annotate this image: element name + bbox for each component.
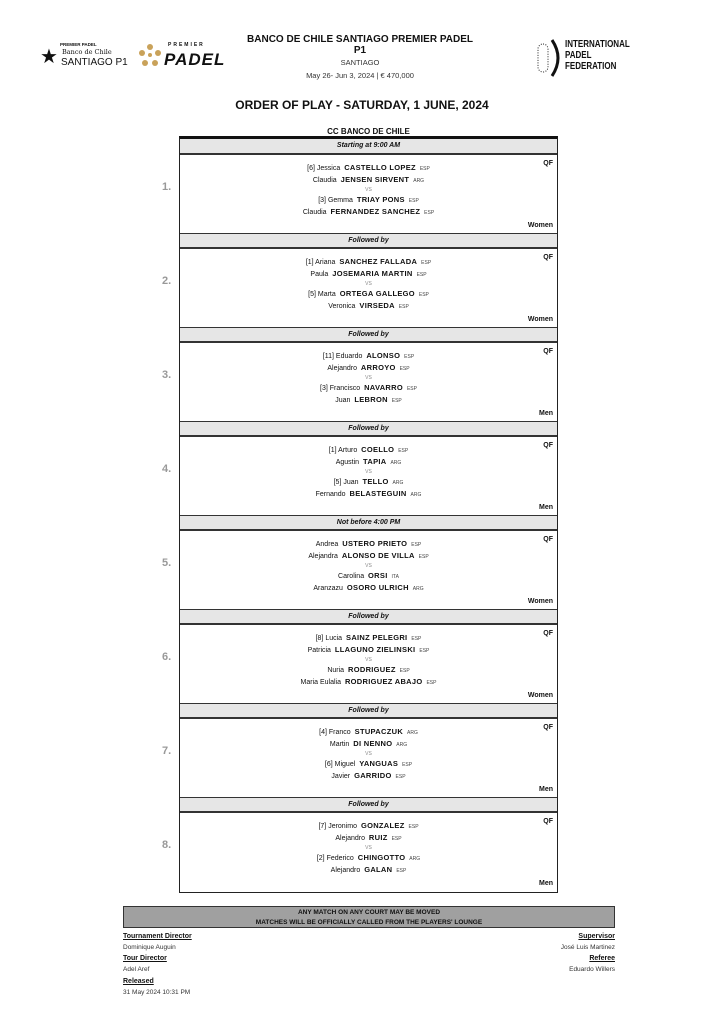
player-country: ESP — [408, 824, 419, 830]
player-country: ESP — [411, 636, 422, 642]
player-country: ESP — [411, 542, 422, 548]
notice-line-2: MATCHES WILL BE OFFICIALLY CALLED FROM THE PLAYERS' LOUNGE — [255, 919, 483, 926]
player-last-name: GONZALEZ — [360, 821, 405, 830]
player — [180, 175, 557, 184]
match-round: QF — [543, 348, 553, 355]
player — [180, 551, 557, 560]
match-time-slot: Followed by — [180, 421, 557, 437]
match-round: QF — [543, 536, 553, 543]
player-last-name: CASTELLO LOPEZ — [344, 163, 416, 172]
player-country: ESP — [399, 668, 410, 674]
player-country: ESP — [418, 292, 429, 298]
player-country: ESP — [395, 774, 406, 780]
versus-label: VS — [365, 751, 372, 757]
player-last-name: RODRIGUEZ ABAJO — [344, 677, 423, 686]
premier-padel-logo: PREMIER PADEL — [137, 42, 242, 72]
player-first-name: Veronica — [328, 303, 356, 310]
match-category: Men — [539, 504, 553, 511]
player-country: ESP — [421, 260, 432, 266]
player-last-name: DI NENNO — [353, 739, 393, 748]
match-block — [162, 609, 557, 703]
match-category: Women — [527, 316, 553, 323]
match-number: 1. — [162, 181, 172, 193]
match-time-slot: Followed by — [180, 703, 557, 719]
match-round: QF — [543, 160, 553, 167]
player-country: ARG — [407, 730, 418, 736]
tournament-logo: ★ PREMIER PADEL Banco de Chile SANTIAGO P1 — [40, 42, 128, 68]
player-last-name: SANCHEZ FALLADA — [339, 257, 418, 266]
player — [180, 759, 557, 768]
player — [180, 771, 557, 780]
match-round: QF — [543, 630, 553, 637]
player-country: ESP — [391, 836, 402, 842]
player-country: ARG — [409, 856, 421, 862]
player-first-name: Aranzazu — [313, 585, 343, 592]
match-round: QF — [543, 724, 553, 731]
player-country: ESP — [399, 366, 410, 372]
player-last-name: LLAGUNO ZIELINSKI — [334, 645, 416, 654]
referee: Eduardo Willers — [569, 966, 615, 973]
player-last-name: SAINZ PELEGRI — [346, 633, 408, 642]
player — [180, 821, 557, 830]
player-last-name: ALONSO DE VILLA — [341, 551, 415, 560]
star-icon: ★ — [40, 46, 58, 68]
player-first-name: Alejandro — [327, 365, 357, 372]
player-last-name: LEBRON — [354, 395, 388, 404]
player — [180, 207, 557, 216]
page-title: ORDER OF PLAY - SATURDAY, 1 JUNE, 2024 — [235, 98, 489, 112]
player-last-name: FERNANDEZ SANCHEZ — [330, 207, 421, 216]
player-first-name: Alejandro — [335, 835, 365, 842]
match-number: 4. — [162, 463, 172, 475]
player-country: ESP — [419, 166, 430, 172]
player — [180, 163, 557, 172]
player-first-name: Ariana — [315, 259, 336, 266]
player-seed: [5] — [308, 291, 316, 298]
player-country: ESP — [402, 762, 413, 768]
player — [180, 571, 557, 580]
player — [180, 865, 557, 874]
released-time: 31 May 2024 10:31 PM — [123, 989, 191, 996]
versus-label: VS — [365, 469, 372, 475]
player-first-name: Juan — [335, 397, 351, 404]
player-seed: [11] — [322, 353, 334, 360]
match-time-slot: Followed by — [180, 233, 557, 249]
player-seed: [3] — [318, 197, 326, 204]
player-last-name: GALAN — [364, 865, 393, 874]
match-block — [162, 797, 557, 891]
match-round: QF — [543, 818, 553, 825]
match-number: 5. — [162, 557, 172, 569]
player-last-name: TAPIA — [363, 457, 387, 466]
player-last-name: BELASTEGUIN — [349, 489, 407, 498]
player-country: ESP — [418, 554, 429, 560]
player-country: ARG — [410, 492, 422, 498]
player — [180, 477, 557, 486]
supervisor: José Luis Martinez — [560, 944, 615, 951]
versus-label: VS — [365, 281, 372, 287]
player-last-name: TELLO — [362, 477, 389, 486]
player-first-name: Agustin — [335, 459, 360, 466]
notice-line-1: ANY MATCH ON ANY COURT MAY BE MOVED — [297, 909, 441, 916]
ipf-logo: INTERNATIONAL PADEL FEDERATION — [530, 38, 640, 78]
player — [180, 645, 557, 654]
player-seed: [8] — [315, 635, 324, 642]
player-last-name: USTERO PRIETO — [342, 539, 408, 548]
player-first-name: Jeronimo — [328, 823, 357, 830]
player — [180, 301, 557, 310]
event-level: P1 — [353, 45, 367, 56]
player-last-name: COELLO — [361, 445, 395, 454]
player-last-name: ARROYO — [360, 363, 396, 372]
match-time-slot: Not before 4:00 PM — [180, 515, 557, 531]
versus-label: VS — [365, 187, 372, 193]
player-last-name: GARRIDO — [354, 771, 392, 780]
player-country: ESP — [398, 304, 409, 310]
player-first-name: Claudia — [312, 177, 337, 184]
player-country: ITA — [391, 574, 399, 580]
player-country: ESP — [408, 198, 419, 204]
player-country: ESP — [406, 386, 417, 392]
player — [180, 489, 557, 498]
player-first-name: Patricia — [307, 647, 331, 654]
match-block — [162, 515, 557, 609]
versus-label: VS — [365, 657, 372, 663]
player-seed: [2] — [316, 855, 325, 862]
notice-banner — [123, 906, 615, 928]
match-time-slot: Followed by — [180, 797, 557, 813]
player — [180, 833, 557, 842]
player-last-name: TRIAY PONS — [356, 195, 405, 204]
player — [180, 269, 557, 278]
player-country: ARG — [413, 178, 425, 184]
player — [180, 853, 557, 862]
player-country: ESP — [398, 448, 409, 454]
match-block — [162, 327, 557, 421]
match-category: Men — [539, 880, 553, 887]
match-block — [162, 233, 557, 327]
match-number: 6. — [162, 651, 172, 663]
player — [180, 583, 557, 592]
player-last-name: YANGUAS — [359, 759, 399, 768]
versus-label: VS — [365, 563, 372, 569]
player-country: ESP — [424, 210, 435, 216]
match-round: QF — [543, 254, 553, 261]
player-seed: [6] — [324, 761, 333, 768]
event-city: SANTIAGO — [340, 58, 380, 67]
player-last-name: OSORO ULRICH — [346, 583, 409, 592]
player-country: ARG — [396, 742, 408, 748]
supervisor-label: Supervisor — [578, 933, 615, 940]
player-first-name: Fernando — [315, 491, 346, 498]
player-country: ESP — [419, 648, 430, 654]
event-dates-prize: May 26- Jun 3, 2024 | € 470,000 — [306, 71, 414, 80]
event-name: BANCO DE CHILE SANTIAGO PREMIER PADEL — [247, 34, 473, 45]
player-last-name: JENSEN SIRVENT — [340, 175, 410, 184]
tour-director-label: Tour Director — [123, 955, 167, 962]
player-country: ESP — [396, 868, 407, 874]
tour-director: Adel Aref — [123, 966, 150, 973]
versus-label: VS — [365, 845, 372, 851]
match-number: 2. — [162, 275, 172, 287]
match-block — [162, 421, 557, 515]
referee-label: Referee — [589, 955, 615, 962]
match-number: 8. — [162, 839, 172, 851]
player — [180, 257, 557, 266]
tournament-director: Dominique Auguin — [123, 944, 176, 951]
match-time-slot: Followed by — [180, 609, 557, 625]
order-of-play-table — [162, 136, 558, 893]
player — [180, 739, 557, 748]
player-seed: [1] — [305, 259, 314, 266]
player-first-name: Nuria — [327, 667, 345, 674]
player-last-name: ALONSO — [366, 351, 401, 360]
player-country: ESP — [416, 272, 427, 278]
player — [180, 195, 557, 204]
player — [180, 677, 557, 686]
player-country: ARG — [412, 586, 424, 592]
court-name: CC BANCO DE CHILE — [327, 127, 410, 136]
player-first-name: Marta — [317, 291, 336, 298]
player-first-name: Andrea — [315, 541, 339, 548]
player-first-name: Martin — [329, 741, 350, 748]
player-first-name: Claudia — [302, 209, 327, 216]
released-label: Released — [123, 978, 154, 985]
match-round: QF — [543, 442, 553, 449]
player-first-name: Federico — [326, 855, 354, 862]
player — [180, 289, 557, 298]
player-country: ESP — [404, 354, 415, 360]
player — [180, 665, 557, 674]
player-first-name: Juan — [343, 479, 359, 486]
versus-label: VS — [365, 375, 372, 381]
player-first-name: Gemma — [327, 197, 353, 204]
player-last-name: ORTEGA GALLEGO — [339, 289, 415, 298]
player — [180, 633, 557, 642]
match-category: Women — [527, 598, 553, 605]
player — [180, 457, 557, 466]
match-category: Men — [539, 786, 553, 793]
match-category: Women — [527, 692, 553, 699]
player-seed: [7] — [318, 823, 327, 830]
player-first-name: Paula — [310, 271, 329, 278]
player-last-name: VIRSEDA — [359, 301, 395, 310]
player — [180, 363, 557, 372]
player-first-name: Jessica — [316, 165, 341, 172]
player — [180, 395, 557, 404]
player-first-name: Javier — [331, 773, 351, 780]
player — [180, 383, 557, 392]
player-last-name: STUPACZUK — [354, 727, 404, 736]
player-first-name: Carolina — [338, 573, 365, 580]
player-first-name: Franco — [328, 729, 351, 736]
player-last-name: RODRIGUEZ — [348, 665, 396, 674]
match-number: 3. — [162, 369, 172, 381]
player — [180, 539, 557, 548]
player-first-name: Maria Eulalia — [300, 679, 341, 686]
match-number: 7. — [162, 745, 172, 757]
player-last-name: JOSEMARIA MARTIN — [332, 269, 413, 278]
player-first-name: Miguel — [334, 761, 356, 768]
player-seed: [1] — [328, 447, 337, 454]
player-country: ARG — [390, 460, 402, 466]
player-last-name: ORSI — [368, 571, 388, 580]
player — [180, 445, 557, 454]
player-last-name: CHINGOTTO — [357, 853, 406, 862]
match-block — [162, 139, 557, 233]
match-time-slot: Starting at 9:00 AM — [180, 139, 557, 155]
player-first-name: Francisco — [329, 385, 361, 392]
match-category: Women — [527, 222, 553, 229]
player-first-name: Alejandra — [308, 553, 338, 560]
player-last-name: NAVARRO — [364, 383, 403, 392]
tournament-director-label: Tournament Director — [123, 933, 192, 940]
player-first-name: Lucia — [325, 635, 343, 642]
player — [180, 351, 557, 360]
player-seed: [3] — [320, 385, 328, 392]
player-seed: [5] — [333, 479, 342, 486]
player — [180, 727, 557, 736]
match-block — [162, 703, 557, 797]
player-seed: [4] — [319, 729, 327, 736]
player-country: ESP — [391, 398, 402, 404]
player-first-name: Arturo — [338, 447, 358, 454]
player-first-name: Eduardo — [335, 353, 363, 360]
match-category: Men — [539, 410, 553, 417]
player-last-name: RUIZ — [368, 833, 388, 842]
player-seed: [6] — [307, 165, 315, 172]
match-time-slot: Followed by — [180, 327, 557, 343]
player-first-name: Alejandro — [330, 867, 361, 874]
player-country: ARG — [392, 480, 404, 486]
player-country: ESP — [426, 680, 437, 686]
